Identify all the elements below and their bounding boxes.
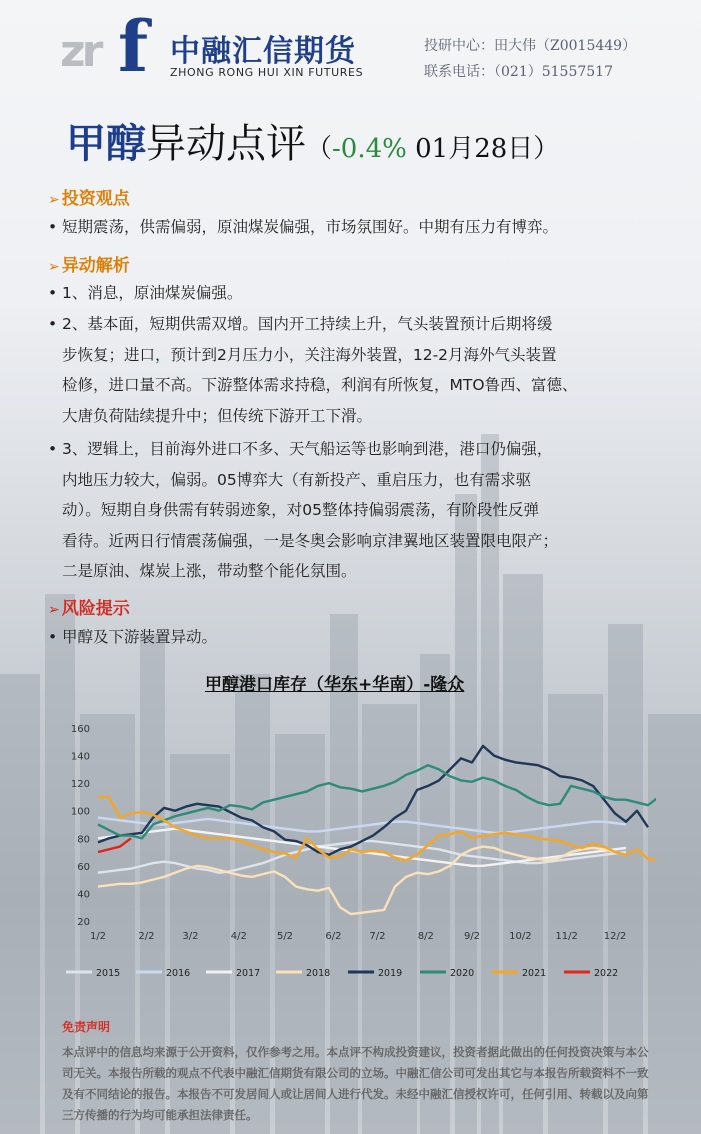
chart-title: 甲醇港口库存（华东+华南）-隆众	[205, 675, 465, 695]
bullet-analysis-1	[48, 278, 242, 309]
legend-label-2019: 2019	[378, 968, 403, 979]
contact-researcher: 投研中心：田大伟（Z0015449）	[424, 38, 637, 54]
bullet-text: 看待。近两日行情震荡偏强，一是冬奥会影响京津翼地区装置限电限产；	[62, 531, 559, 550]
x-tick-label: 1/2	[89, 931, 107, 942]
bullet-text: 甲醇及下游装置异动。	[62, 628, 218, 646]
section-heading-text: 投资观点	[61, 189, 130, 209]
disclaimer-body: 本点评中的信息均来源于公开资料，仅作参考之用。本点评不构成投资建议，投资者据此做出的任何投资决策与本公司无关。本报告所载的观点不代表中融汇信期货有限公司的立场。中融汇信公司可发出其它与本报告所载资料不一致及有不同结论的报告。本报告不可发居间人或让居间人进行代发。未经中融汇信授权许可，任何引用、转载以及向第三方传播的行为均可能承担法律责任。	[62, 1045, 649, 1122]
section-heading-view	[48, 184, 130, 209]
bullet-dot-icon: •	[48, 315, 58, 333]
bullet-text: 检修，进口量不高。下游整体需求持稳，利润有所恢复，MTO鲁西、富德、	[62, 376, 578, 394]
title-product: 甲醇	[66, 120, 146, 167]
series-line-2016	[98, 818, 626, 833]
bullet-text: 二是原油、煤炭上涨，带动整个能化氛围。	[62, 562, 357, 580]
x-tick-label: 11/2	[555, 931, 578, 942]
bullet-text: 大唐负荷陆续提升中；但传统下游开工下滑。	[62, 406, 373, 425]
company-name-cn: 中融汇信期货	[170, 34, 356, 69]
logo-zr-mark: zr	[60, 26, 100, 77]
bullet-text: 2、基本面，短期供需双增。国内开工持续上升，气头装置预计后期将缓	[62, 315, 553, 333]
x-tick-label: 2/2	[138, 931, 155, 942]
x-tick-label: 9/2	[463, 931, 481, 942]
x-tick-label: 5/2	[276, 931, 294, 942]
disclaimer-heading: 免责声明	[62, 1020, 111, 1034]
bullet-analysis-3	[48, 434, 558, 587]
section-heading-text: 异动解析	[61, 256, 130, 276]
legend-label-2017: 2017	[236, 968, 261, 979]
bullet-dot-icon: •	[48, 628, 58, 646]
legend-label-2022: 2022	[594, 968, 619, 979]
bullet-dot-icon: •	[48, 284, 58, 302]
x-tick-label: 6/2	[325, 931, 342, 942]
bullet-view-1	[48, 212, 558, 243]
x-tick-label: 12/2	[603, 931, 627, 942]
legend-label-2015: 2015	[96, 968, 121, 979]
arrow-icon: ➢	[48, 602, 60, 618]
section-heading-text: 风险提示	[61, 599, 130, 619]
bullet-text: 内地压力较大，偏弱。05博弈大（有新投产、重启压力，也有需求驱	[62, 470, 532, 489]
logo-f-mark: f	[118, 5, 149, 88]
legend-label-2020: 2020	[450, 968, 475, 979]
legend-label-2018: 2018	[306, 968, 331, 979]
section-heading-risk	[48, 594, 130, 619]
bullet-dot-icon: •	[48, 440, 58, 458]
company-name-en: ZHONG RONG HUI XIN FUTURES	[170, 66, 364, 79]
legend-label-2021: 2021	[522, 968, 547, 979]
title-open-paren: （	[306, 134, 333, 164]
x-tick-label: 3/2	[182, 931, 199, 942]
bullet-text: 步恢复；进口，预计到2月压力小，关注海外装置，12-2月海外气头装置	[62, 345, 557, 364]
title-close-paren: ）	[533, 134, 560, 164]
y-tick-label: 40	[77, 889, 90, 901]
y-tick-label: 20	[77, 917, 90, 928]
page-title	[66, 112, 559, 169]
bullet-risk-1	[48, 622, 217, 653]
title-change: -0.4%	[332, 134, 407, 164]
y-tick-label: 160	[70, 724, 90, 735]
section-heading-analysis	[48, 251, 130, 276]
bullet-text: 动）。短期自身供需有转弱迹象，对05整体持偏弱震荡，有阶段性反弹	[62, 501, 539, 519]
company-logo	[60, 5, 380, 88]
legend-label-2016: 2016	[166, 968, 191, 979]
contact-phone: 联系电话：（021）51557517	[424, 64, 613, 80]
y-tick-label: 140	[70, 751, 90, 763]
y-tick-label: 120	[70, 779, 90, 791]
x-tick-label: 4/2	[230, 931, 247, 942]
title-type: 异动点评	[146, 121, 306, 167]
series-line-2020	[98, 765, 656, 838]
arrow-icon: ➢	[48, 259, 60, 275]
x-tick-label: 7/2	[369, 931, 386, 942]
bullet-analysis-2	[48, 309, 578, 431]
x-tick-label: 8/2	[417, 931, 434, 942]
inventory-line-chart	[56, 718, 656, 993]
arrow-icon: ➢	[48, 192, 60, 208]
title-meta	[306, 134, 559, 164]
bullet-text: 1、消息，原油煤炭偏强。	[62, 284, 243, 302]
bullet-dot-icon: •	[48, 218, 58, 236]
y-tick-label: 80	[77, 834, 90, 846]
bullet-text: 3、逻辑上，目前海外进口不多、天气船运等也影响到港，港口仍偏强，	[62, 440, 553, 458]
title-date: 01月28日	[406, 134, 534, 164]
series-line-2019	[98, 746, 648, 855]
y-tick-label: 60	[77, 861, 90, 873]
y-tick-label: 100	[70, 806, 90, 818]
bullet-text: 短期震荡，供需偏弱，原油煤炭偏强，市场氛围好。中期有压力有博弈。	[62, 218, 559, 236]
x-tick-label: 10/2	[509, 931, 532, 942]
